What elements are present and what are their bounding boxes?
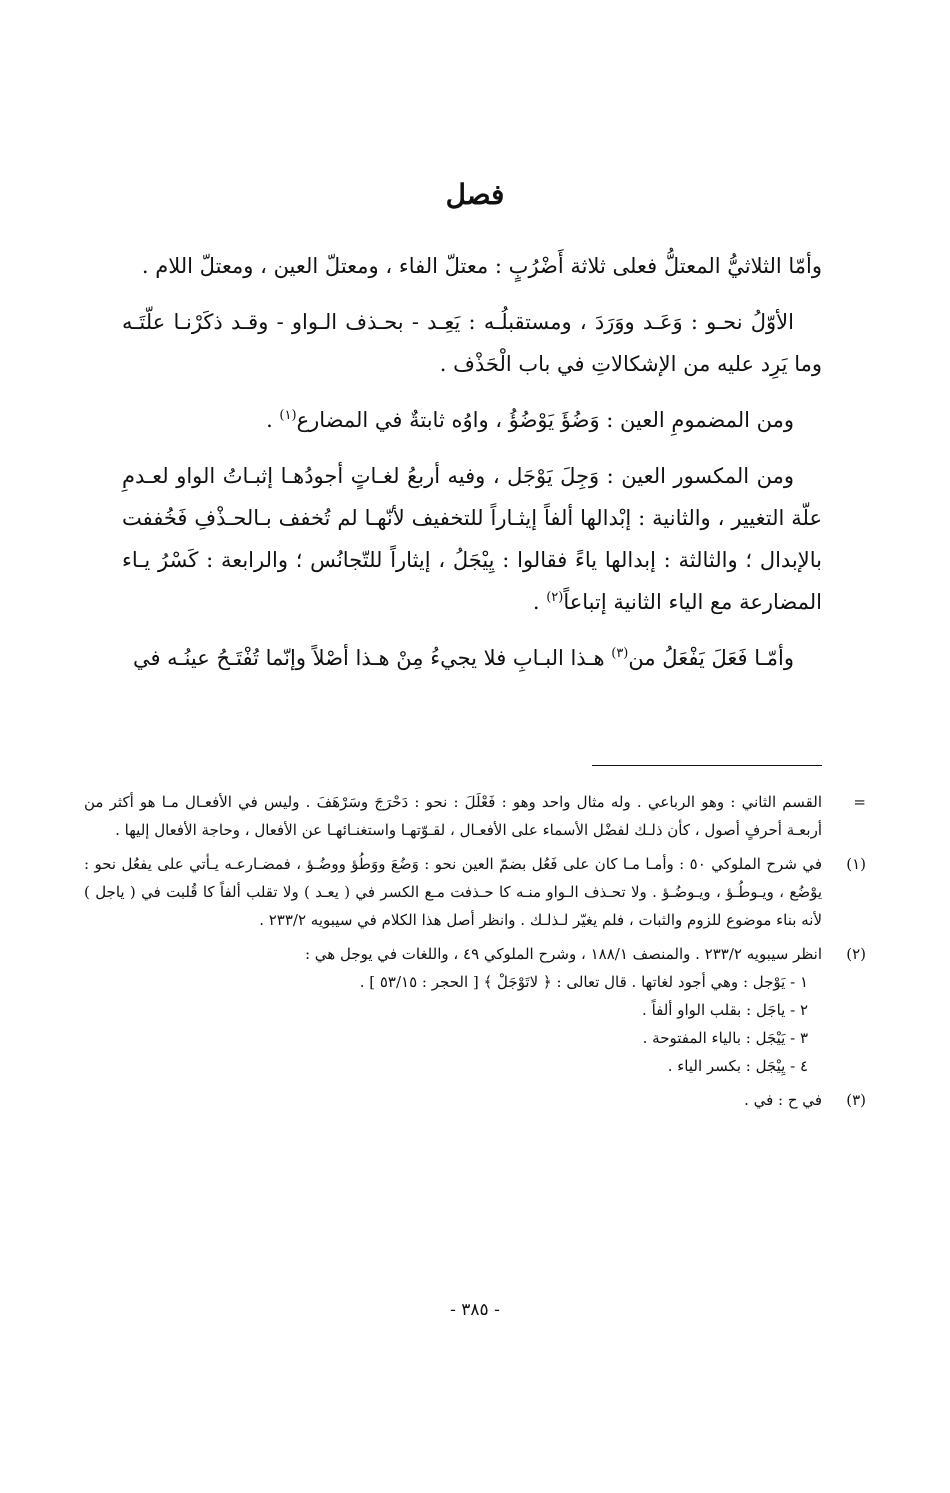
footnote-marker: (١) <box>846 855 866 873</box>
footnote-list-item: ٣ - يَيْجَل : بالياء المفتوحة . <box>642 1029 808 1047</box>
footnotes <box>84 788 866 1120</box>
paragraph-3 <box>122 399 822 441</box>
footnote-text: انظر سيبويه ٢٣٣/٢ . والمنصف ١٨٨/١ ، وشرح الملوكي ٤٩ ، واللغات في يوجل هي : <box>304 945 822 963</box>
footnote-list-item: ٤ - يِيْجَل : بكسر الياء . <box>667 1057 808 1075</box>
footnote-ref-3[interactable]: (٣) <box>611 646 629 661</box>
footnote-marker: (٣) <box>846 1091 866 1109</box>
footnote-list-item: ٢ - ياجَل : بقلب الواو ألفاً . <box>642 1001 808 1019</box>
page-number: - ٣٨٥ - <box>450 1300 500 1320</box>
footnote-ref-2[interactable]: (٢) <box>546 590 564 605</box>
paragraph-4 <box>122 455 822 623</box>
footnote-body <box>84 1086 822 1114</box>
footnote-body <box>84 788 822 844</box>
footnote-marker: = <box>853 793 866 811</box>
footnote-continued <box>84 788 866 844</box>
paragraph-1-text: وأمّا الثلاثيُّ المعتلُّ فعلى ثلاثة أَضْرُبٍ : معتلّ الفاء ، ومعتلّ العين ، ومعتلّ اللام . <box>141 254 822 278</box>
footnote-1 <box>84 850 866 934</box>
paragraph-5-start: وأمّـا فَعَلَ يَفْعَلُ من <box>628 646 794 670</box>
main-text <box>122 245 822 693</box>
paragraph-3-text: ومن المضمومِ العين : وَضُؤَ يَوْضُؤُ ، واوُه ثابتةٌ في المضارع <box>296 408 794 432</box>
footnote-list-item: ١ - يَوْجل : وهي أجود لغاتها . قال تعالى : ﴿ لاتَوْجَلْ ﴾ [ الحجر : ٥٣/١٥ ] . <box>359 973 808 991</box>
footnote-text: في شرح الملوكي ٥٠ : وأمـا مـا كان على فَعُل بضمّ العين نحو : وَضُعَ ووَطُؤ ووضُـؤ ، فمضـارعـه يـأتي على يفعُل نحو : يوْضُع ، ويـوطُـؤ ، ويـوضُـؤ . ولا تحـذف الـواو منـه كا حـذفت مـع الكسر في ( يعـد ) ولا تقلب ألفاً كا قُلبت في ( ياجل ) لأنه بناء موضوع للزوم والثبات ، فلم يغيّر لـذلـك . وانظر أصل هذا الكلام في سيبويه ٢٣٣/٢ . <box>84 855 823 929</box>
footnote-text: في ح : في . <box>744 1091 822 1109</box>
footnote-ref-1[interactable]: (١) <box>279 408 297 423</box>
paragraph-5 <box>122 637 822 679</box>
footnote-text: القسم الثاني : وهو الرباعي . وله مثال واحد وهو : فَعْلَلَ : نحو : دَحْرَجَ وسَرْهَفَ . وليس في الأفعـال مـا هو أكثر من أربعـة أحرفٍ أصول ، كأن ذلـك لفضْل الأسماء على الأفعـال ، لقـوّتهـا واستغنـائهـا عن الأفعال ، وحاجة الأفعال إليها . <box>84 793 822 839</box>
footnote-body <box>84 940 822 1080</box>
paragraph-4-end: . <box>532 590 547 614</box>
paragraph-1 <box>122 245 822 287</box>
paragraph-3-end: . <box>266 408 280 432</box>
paragraph-2-text: الأوّلُ نحـو : وَعَـد ووَرَدَ ، ومستقبلُـه : يَعِـد - بحـذف الـواو - وقـد ذكَرْنـا علّتَـه وما يَرِد عليه من الإشكالاتِ في باب الْحَذْف . <box>122 310 822 376</box>
chapter-title: فصل <box>445 178 505 211</box>
paragraph-4-text: ومن المكسور العين : وَجِلَ يَوْجَل ، وفيه أربعُ لغـاتٍ أجودُهـا إثبـاتُ الواو لعـدمِ علّة التغيير ، والثانية : إبْدالها ألفاً إيثـاراً للتخفيف لأنّهـا لم تُخفف بـالحـذْفِ فَخُففت بالإبدال ؛ والثالثة : إبدالها ياءً فقالوا : يِيْجَلُ ، إيثاراً للتّجانُس ؛ والرابعة : كَسْرُ يـاء المضارعة مع الياء الثانية إتباعاً <box>122 464 822 614</box>
paragraph-5-end: هـذا البـابِ فلا يجيءُ مِنْ هـذا أصْلاً وإنّما تُفْتَـحُ عينُـه في <box>132 646 612 670</box>
footnote-divider <box>592 765 822 766</box>
footnote-marker: (٢) <box>846 945 866 963</box>
paragraph-2 <box>122 301 822 385</box>
footnote-body <box>84 850 822 934</box>
footnote-2 <box>84 940 866 1080</box>
footnote-3 <box>84 1086 866 1114</box>
